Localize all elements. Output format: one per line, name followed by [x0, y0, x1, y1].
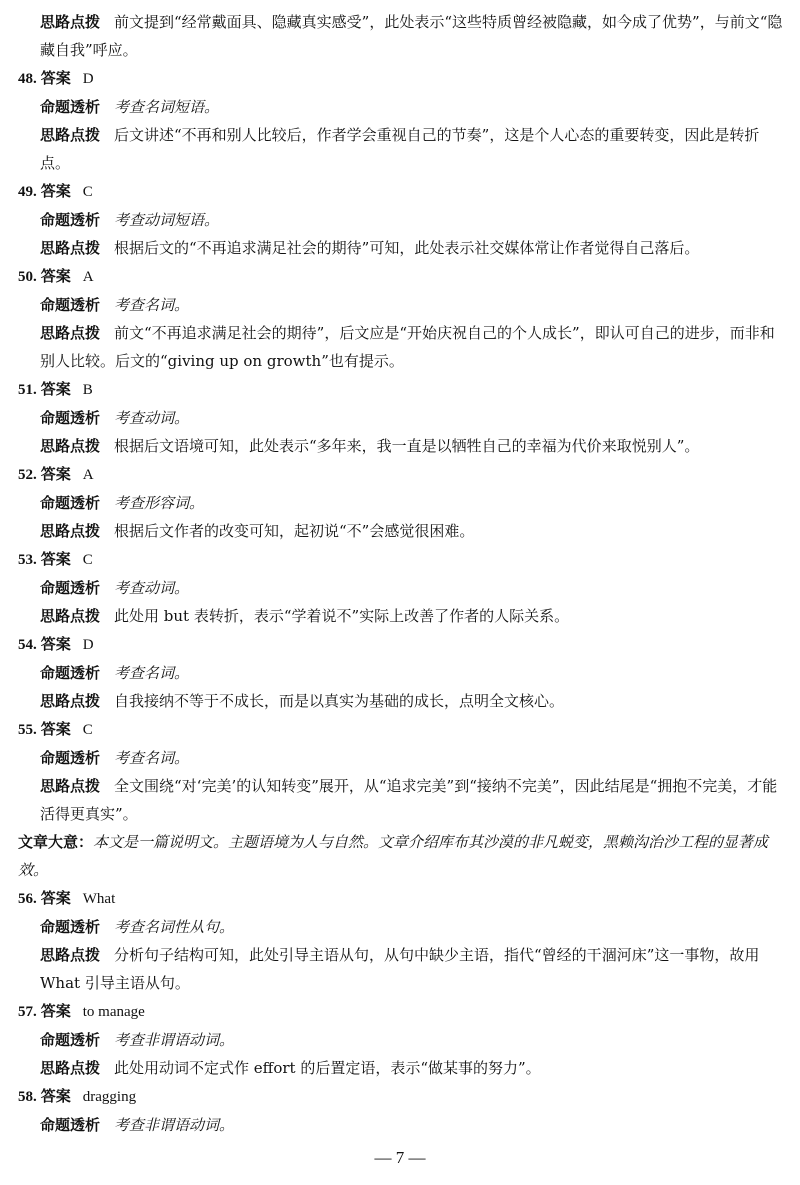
answer-value: C	[82, 184, 93, 200]
hint-line	[18, 234, 784, 262]
hint-text: 根据后文作者的改变可知，起初说“不”会感觉很困难。	[114, 522, 475, 540]
question-number: 54.	[18, 637, 37, 653]
analysis-line	[18, 206, 784, 234]
analysis-label: 命题透析	[40, 1116, 101, 1134]
analysis-line	[18, 913, 784, 941]
hint-label: 思路点拨	[40, 437, 101, 455]
hint-text: 自我接纳不等于不成长，而是以真实为基础的成长，点明全文核心。	[114, 692, 565, 710]
answer-value: D	[82, 637, 94, 653]
analysis-text: 考查非谓语动词。	[114, 1031, 235, 1049]
hint-line	[18, 602, 784, 630]
analysis-line	[18, 1111, 784, 1139]
analysis-line	[18, 1026, 784, 1054]
answer-line	[18, 884, 784, 913]
answer-item	[18, 1082, 784, 1139]
answer-label: 答案	[40, 267, 71, 285]
answer-list-1	[18, 64, 784, 828]
analysis-line	[18, 404, 784, 432]
hint-label: 思路点拨	[40, 324, 101, 342]
answer-item	[18, 375, 784, 460]
answer-value: C	[82, 552, 93, 568]
analysis-label: 命题透析	[40, 749, 101, 767]
hint-text: 全文围绕“对‘完美’的认知转变”展开，从“追求完美”到“接纳不完美”，因此结尾是“拥抱不完美，才能活得更真实”。	[40, 777, 778, 823]
answer-list-2	[18, 884, 784, 1082]
hint-line	[18, 772, 784, 828]
analysis-text: 考查动词。	[114, 409, 190, 427]
hint-line	[18, 1054, 784, 1082]
analysis-text: 考查名词。	[114, 296, 190, 314]
analysis-label: 命题透析	[40, 1031, 101, 1049]
hint-label: 思路点拨	[40, 946, 101, 964]
analysis-line	[18, 659, 784, 687]
answer-value: B	[82, 382, 93, 398]
answer-line	[18, 64, 784, 93]
hint-text: 此处用动词不定式作 effort 的后置定语，表示“做某事的努力”。	[114, 1059, 541, 1077]
hint-label: 思路点拨	[40, 777, 101, 795]
question-number: 52.	[18, 467, 37, 483]
intro-hint	[18, 8, 784, 64]
answer-label: 答案	[40, 69, 71, 87]
question-number: 53.	[18, 552, 37, 568]
analysis-text: 考查动词短语。	[114, 211, 220, 229]
answer-value: D	[82, 71, 94, 87]
answer-item	[18, 545, 784, 630]
question-number: 49.	[18, 184, 37, 200]
hint-label: 思路点拨	[40, 1059, 101, 1077]
question-number: 51.	[18, 382, 37, 398]
analysis-line	[18, 291, 784, 319]
question-number: 58.	[18, 1089, 37, 1105]
analysis-text: 考查名词。	[114, 749, 190, 767]
answer-item	[18, 997, 784, 1082]
answer-label: 答案	[40, 380, 71, 398]
answer-label: 答案	[40, 1087, 71, 1105]
analysis-label: 命题透析	[40, 579, 101, 597]
analysis-line	[18, 489, 784, 517]
hint-text: 前文“不再追求满足社会的期待”，后文应是“开始庆祝自己的个人成长”，即认可自己的进步，而非和别人比较。后文的“giving up on growth”也有提示。	[40, 324, 775, 370]
question-number: 57.	[18, 1004, 37, 1020]
hint-label: 思路点拨	[40, 692, 101, 710]
answer-item	[18, 715, 784, 828]
analysis-label: 命题透析	[40, 494, 101, 512]
article-summary	[18, 828, 784, 884]
question-number: 56.	[18, 891, 37, 907]
answer-line	[18, 375, 784, 404]
answer-item	[18, 460, 784, 545]
answer-value: to manage	[82, 1004, 145, 1020]
analysis-label: 命题透析	[40, 296, 101, 314]
answer-item	[18, 630, 784, 715]
hint-line	[18, 432, 784, 460]
answer-value: What	[82, 891, 116, 907]
hint-line	[18, 941, 784, 997]
analysis-text: 考查名词短语。	[114, 98, 220, 116]
answer-value: A	[82, 269, 94, 285]
question-number: 50.	[18, 269, 37, 285]
answer-line	[18, 715, 784, 744]
answer-line	[18, 545, 784, 574]
answer-value: C	[82, 722, 93, 738]
hint-label: 思路点拨	[40, 126, 101, 144]
analysis-text: 考查非谓语动词。	[114, 1116, 235, 1134]
analysis-label: 命题透析	[40, 409, 101, 427]
analysis-line	[18, 93, 784, 121]
hint-text: 后文讲述“不再和别人比较后，作者学会重视自己的节奏”，这是个人心态的重要转变，因此是转折点。	[40, 126, 760, 172]
answer-line	[18, 460, 784, 489]
answer-value: dragging	[82, 1089, 137, 1105]
answer-line	[18, 997, 784, 1026]
page-content	[18, 8, 784, 1139]
answer-label: 答案	[40, 1002, 71, 1020]
answer-label: 答案	[40, 182, 71, 200]
answer-item	[18, 64, 784, 177]
analysis-text: 考查动词。	[114, 579, 190, 597]
summary-label: 文章大意：	[18, 833, 94, 851]
page-number: — 7 —	[374, 1148, 426, 1167]
hint-text: 此处用 but 表转折，表示“学着说不”实际上改善了作者的人际关系。	[114, 607, 570, 625]
hint-text: 根据后文的“不再追求满足社会的期待”可知，此处表示社交媒体常让作者觉得自己落后。	[114, 239, 700, 257]
answer-label: 答案	[40, 635, 71, 653]
hint-label: 思路点拨	[40, 239, 101, 257]
hint-label: 思路点拨	[40, 607, 101, 625]
analysis-text: 考查名词。	[114, 664, 190, 682]
answer-line	[18, 262, 784, 291]
question-number: 55.	[18, 722, 37, 738]
analysis-line	[18, 744, 784, 772]
hint-line	[18, 687, 784, 715]
summary-text: 本文是一篇说明文。主题语境为人与自然。文章介绍库布其沙漠的非凡蜕变，黑赖沟治沙工程的显著成效。	[18, 833, 769, 879]
hint-line	[18, 121, 784, 177]
analysis-label: 命题透析	[40, 664, 101, 682]
analysis-label: 命题透析	[40, 98, 101, 116]
hint-text: 前文提到“经常戴面具、隐藏真实感受”，此处表示“这些特质曾经被隐藏，如今成了优势”，与前文“隐藏自我”呼应。	[40, 13, 783, 59]
analysis-label: 命题透析	[40, 918, 101, 936]
analysis-text: 考查形容词。	[114, 494, 205, 512]
answer-label: 答案	[40, 465, 71, 483]
analysis-label: 命题透析	[40, 211, 101, 229]
hint-text: 分析句子结构可知，此处引导主语从句，从句中缺少主语，指代“曾经的干涸河床”这一事物，故用 What 引导主语从句。	[40, 946, 760, 992]
answer-line	[18, 177, 784, 206]
hint-label: 思路点拨	[40, 13, 101, 31]
hint-label: 思路点拨	[40, 522, 101, 540]
answer-label: 答案	[40, 550, 71, 568]
hint-line	[18, 517, 784, 545]
question-number: 48.	[18, 71, 37, 87]
answer-line	[18, 630, 784, 659]
hint-text: 根据后文语境可知，此处表示“多年来，我一直是以牺牲自己的幸福为代价来取悦别人”。	[114, 437, 700, 455]
answer-label: 答案	[40, 889, 71, 907]
analysis-line	[18, 574, 784, 602]
answer-item	[18, 177, 784, 262]
answer-item	[18, 884, 784, 997]
answer-line	[18, 1082, 784, 1111]
answer-label: 答案	[40, 720, 71, 738]
analysis-text: 考查名词性从句。	[114, 918, 235, 936]
answer-item	[18, 262, 784, 375]
answer-value: A	[82, 467, 94, 483]
hint-line	[18, 319, 784, 375]
